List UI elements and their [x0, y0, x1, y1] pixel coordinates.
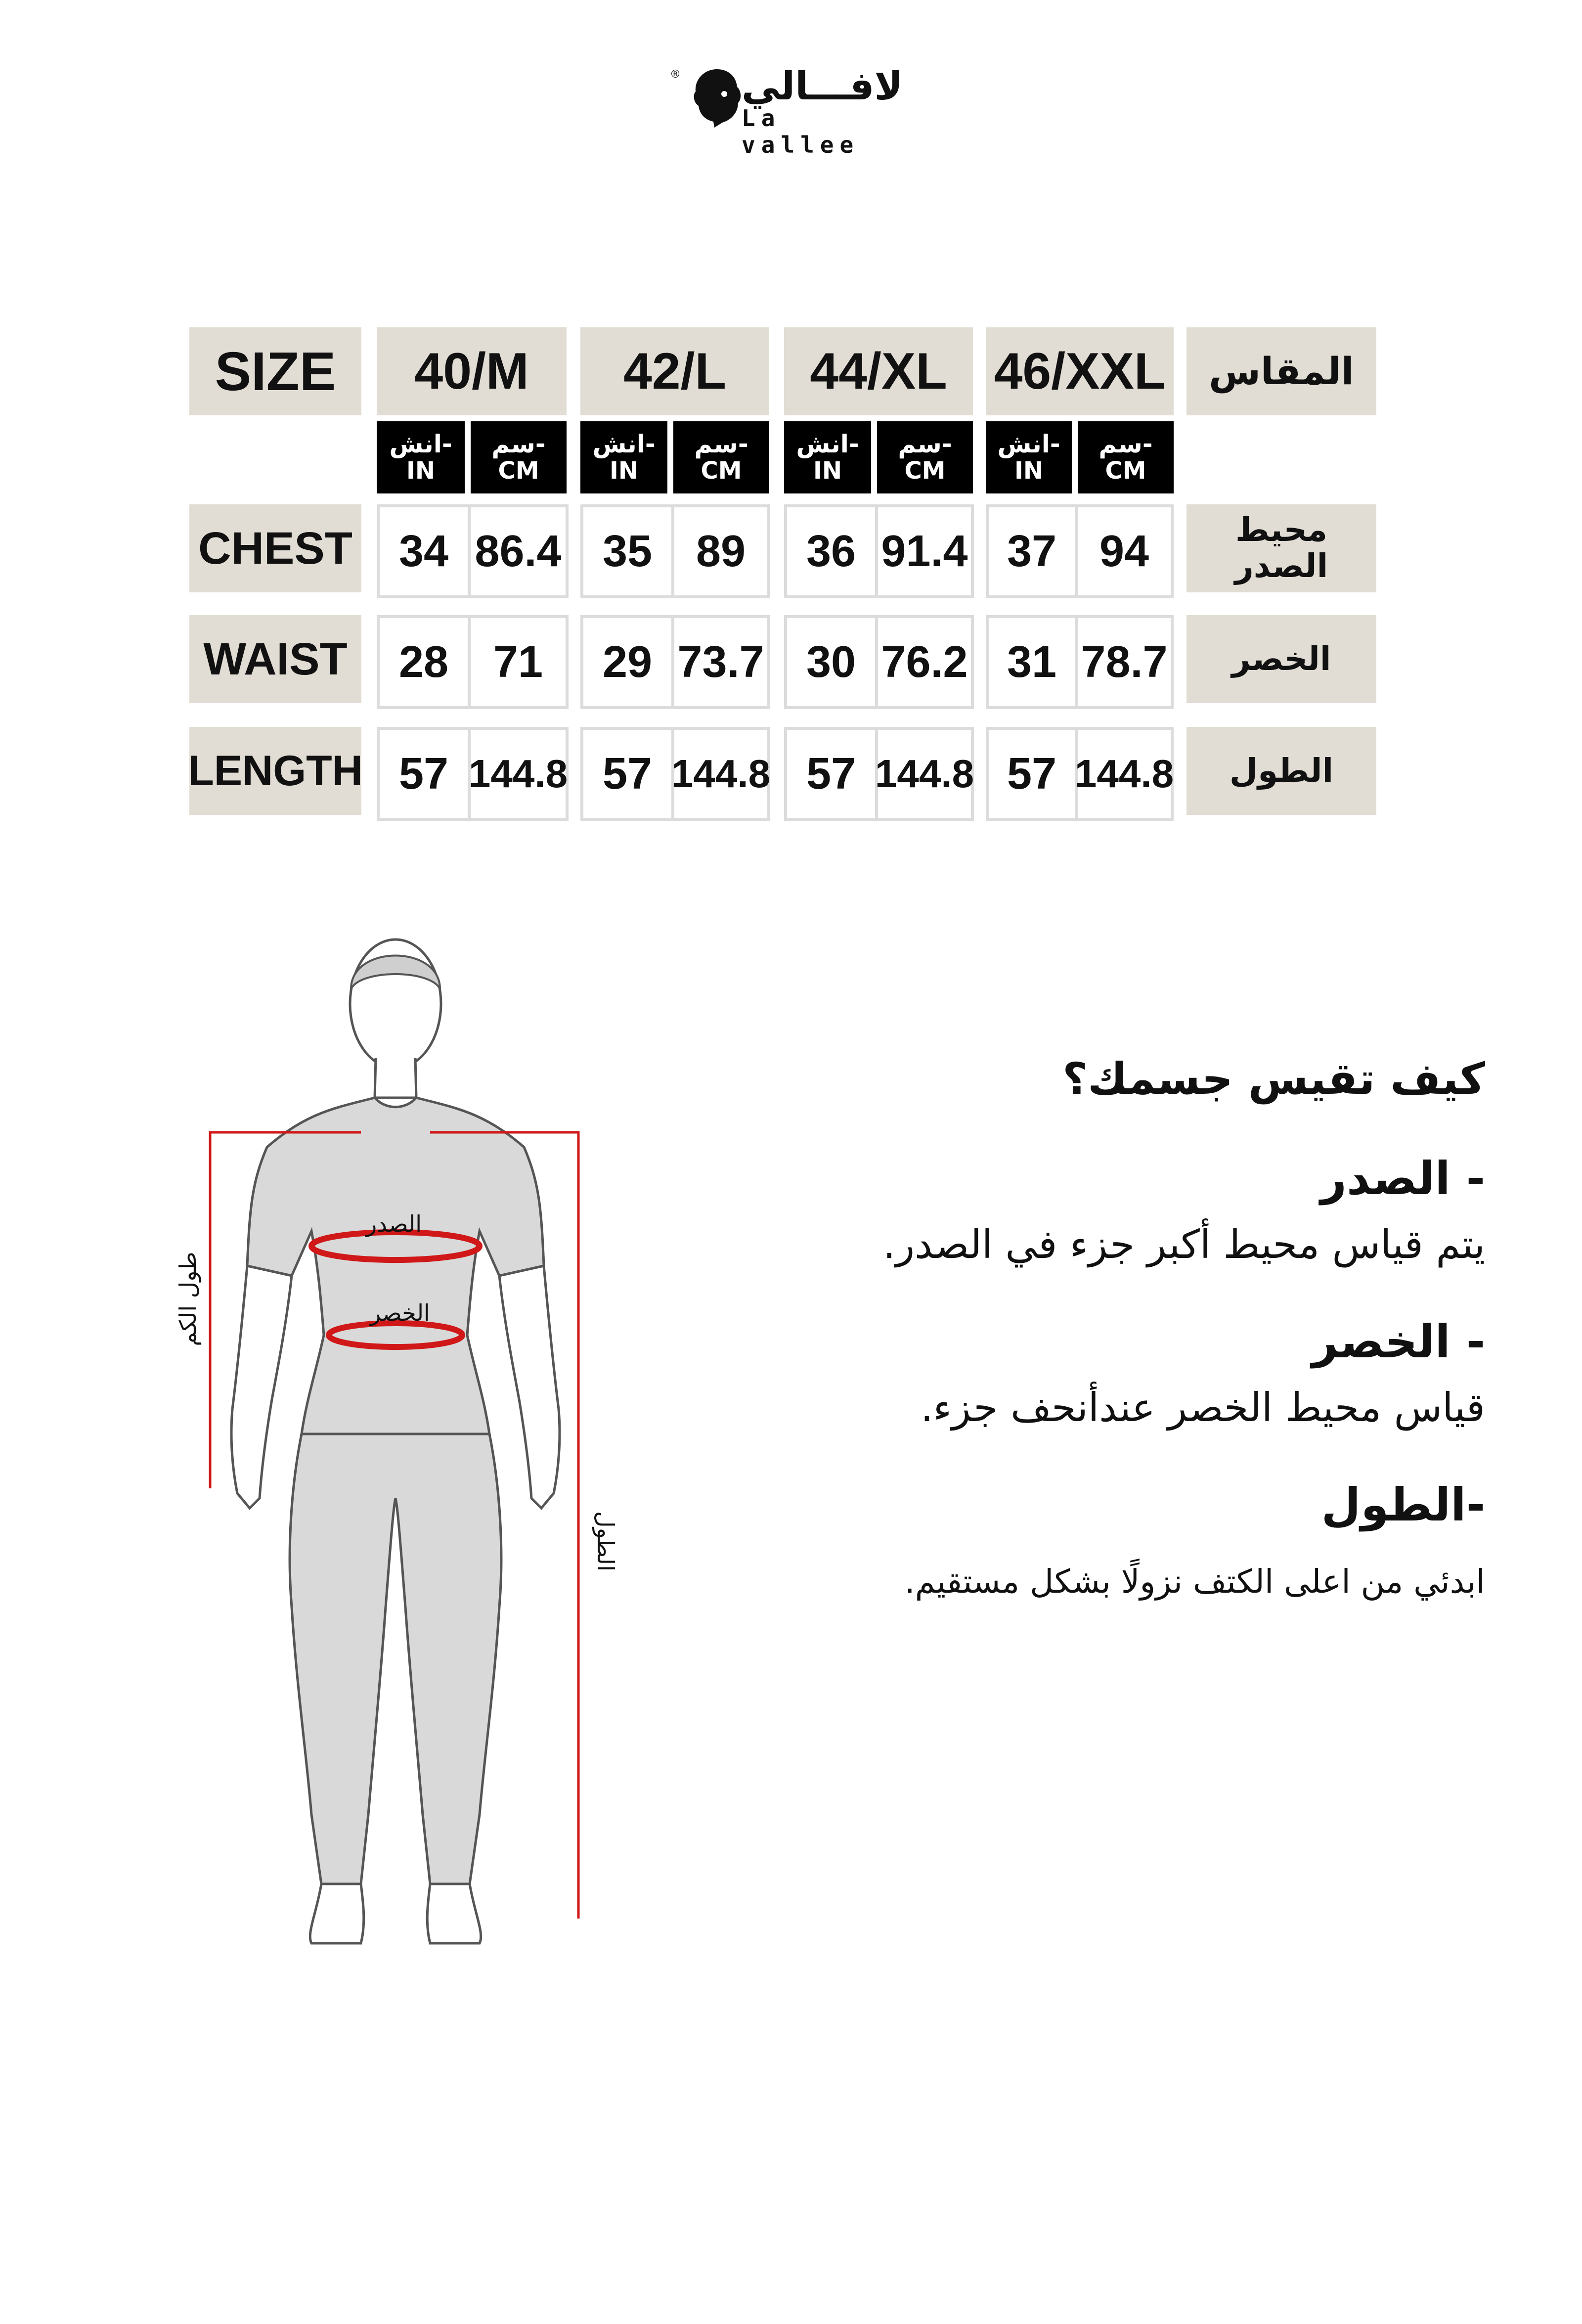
guide-title: كيف تقيس جسمك؟ [1062, 1053, 1485, 1104]
unit-cm: سم- CM [877, 421, 973, 493]
waist-m-cm: 71 [468, 615, 569, 709]
waist-l-in: 29 [580, 615, 674, 709]
guide-chest-text: يتم قياس محيط أكبر جزء في الصدر. [883, 1221, 1485, 1267]
total-length-label: الطول [592, 1511, 619, 1571]
unit-cm: سم- CM [673, 421, 769, 493]
waist-marker-label: الخصر [370, 1299, 430, 1326]
unit-in: انش- IN [784, 421, 871, 493]
length-xl-cm: 144.8 [875, 727, 974, 821]
body-silhouette-icon [148, 915, 643, 2052]
length-l-in: 57 [580, 727, 674, 821]
size-header-xxl: 46/XXL [986, 327, 1174, 415]
chest-marker-label: الصدر [366, 1210, 422, 1237]
guide-waist-heading: - الخصر [1312, 1315, 1485, 1368]
row-label-waist: WAIST [189, 615, 361, 703]
body-measure-figure [148, 915, 643, 2052]
size-header-m: 40/M [377, 327, 567, 415]
chest-m-cm: 86.4 [468, 504, 569, 598]
chest-l-in: 35 [580, 504, 674, 598]
unit-cm: سم- CM [471, 421, 567, 493]
guide-chest-heading: - الصدر [1320, 1152, 1485, 1205]
row-label-chest: CHEST [189, 504, 361, 592]
chest-xl-cm: 91.4 [875, 504, 974, 598]
row-label-waist-arabic: الخصر [1186, 615, 1376, 703]
guide-length-heading: -الطول [1321, 1478, 1485, 1531]
length-xxl-cm: 144.8 [1075, 727, 1174, 821]
waist-xxl-cm: 78.7 [1075, 615, 1174, 709]
brand-name-arabic: لافـــالي [742, 64, 903, 109]
chest-xxl-cm: 94 [1075, 504, 1174, 598]
row-label-chest-arabic: محيط الصدر [1186, 504, 1376, 592]
unit-in: انش- IN [986, 421, 1072, 493]
waist-m-in: 28 [377, 615, 471, 709]
size-header-arabic: المقاس [1186, 327, 1376, 415]
size-header-l: 42/L [580, 327, 769, 415]
lion-head-icon [690, 64, 744, 129]
brand-name-english: La vallee [742, 105, 860, 158]
waist-xl-cm: 76.2 [875, 615, 974, 709]
length-m-cm: 144.8 [468, 727, 569, 821]
row-label-length-arabic: الطول [1186, 727, 1376, 815]
chest-xl-in: 36 [784, 504, 878, 598]
unit-cm: سم- CM [1078, 421, 1174, 493]
unit-in: انش- IN [377, 421, 465, 493]
size-header: SIZE [189, 327, 361, 415]
waist-l-cm: 73.7 [671, 615, 770, 709]
size-header-xl: 44/XL [784, 327, 973, 415]
sleeve-length-label: طول الكم [175, 1251, 201, 1346]
guide-length-text: ابدئي من اعلى الكتف نزولًا بشكل مستقيم. [904, 1563, 1485, 1601]
length-l-cm: 144.8 [671, 727, 770, 821]
chest-xxl-in: 37 [986, 504, 1078, 598]
length-m-in: 57 [377, 727, 471, 821]
length-xxl-in: 57 [986, 727, 1078, 821]
length-xl-in: 57 [784, 727, 878, 821]
guide-waist-text: قياس محيط الخصر عندأنحف جزء. [921, 1385, 1485, 1430]
unit-in: انش- IN [580, 421, 667, 493]
row-label-length: LENGTH [189, 727, 361, 815]
waist-xl-in: 30 [784, 615, 878, 709]
chest-m-in: 34 [377, 504, 471, 598]
registered-mark: ® [670, 68, 681, 81]
chest-l-cm: 89 [671, 504, 770, 598]
brand-logo [670, 64, 907, 158]
waist-xxl-in: 31 [986, 615, 1078, 709]
